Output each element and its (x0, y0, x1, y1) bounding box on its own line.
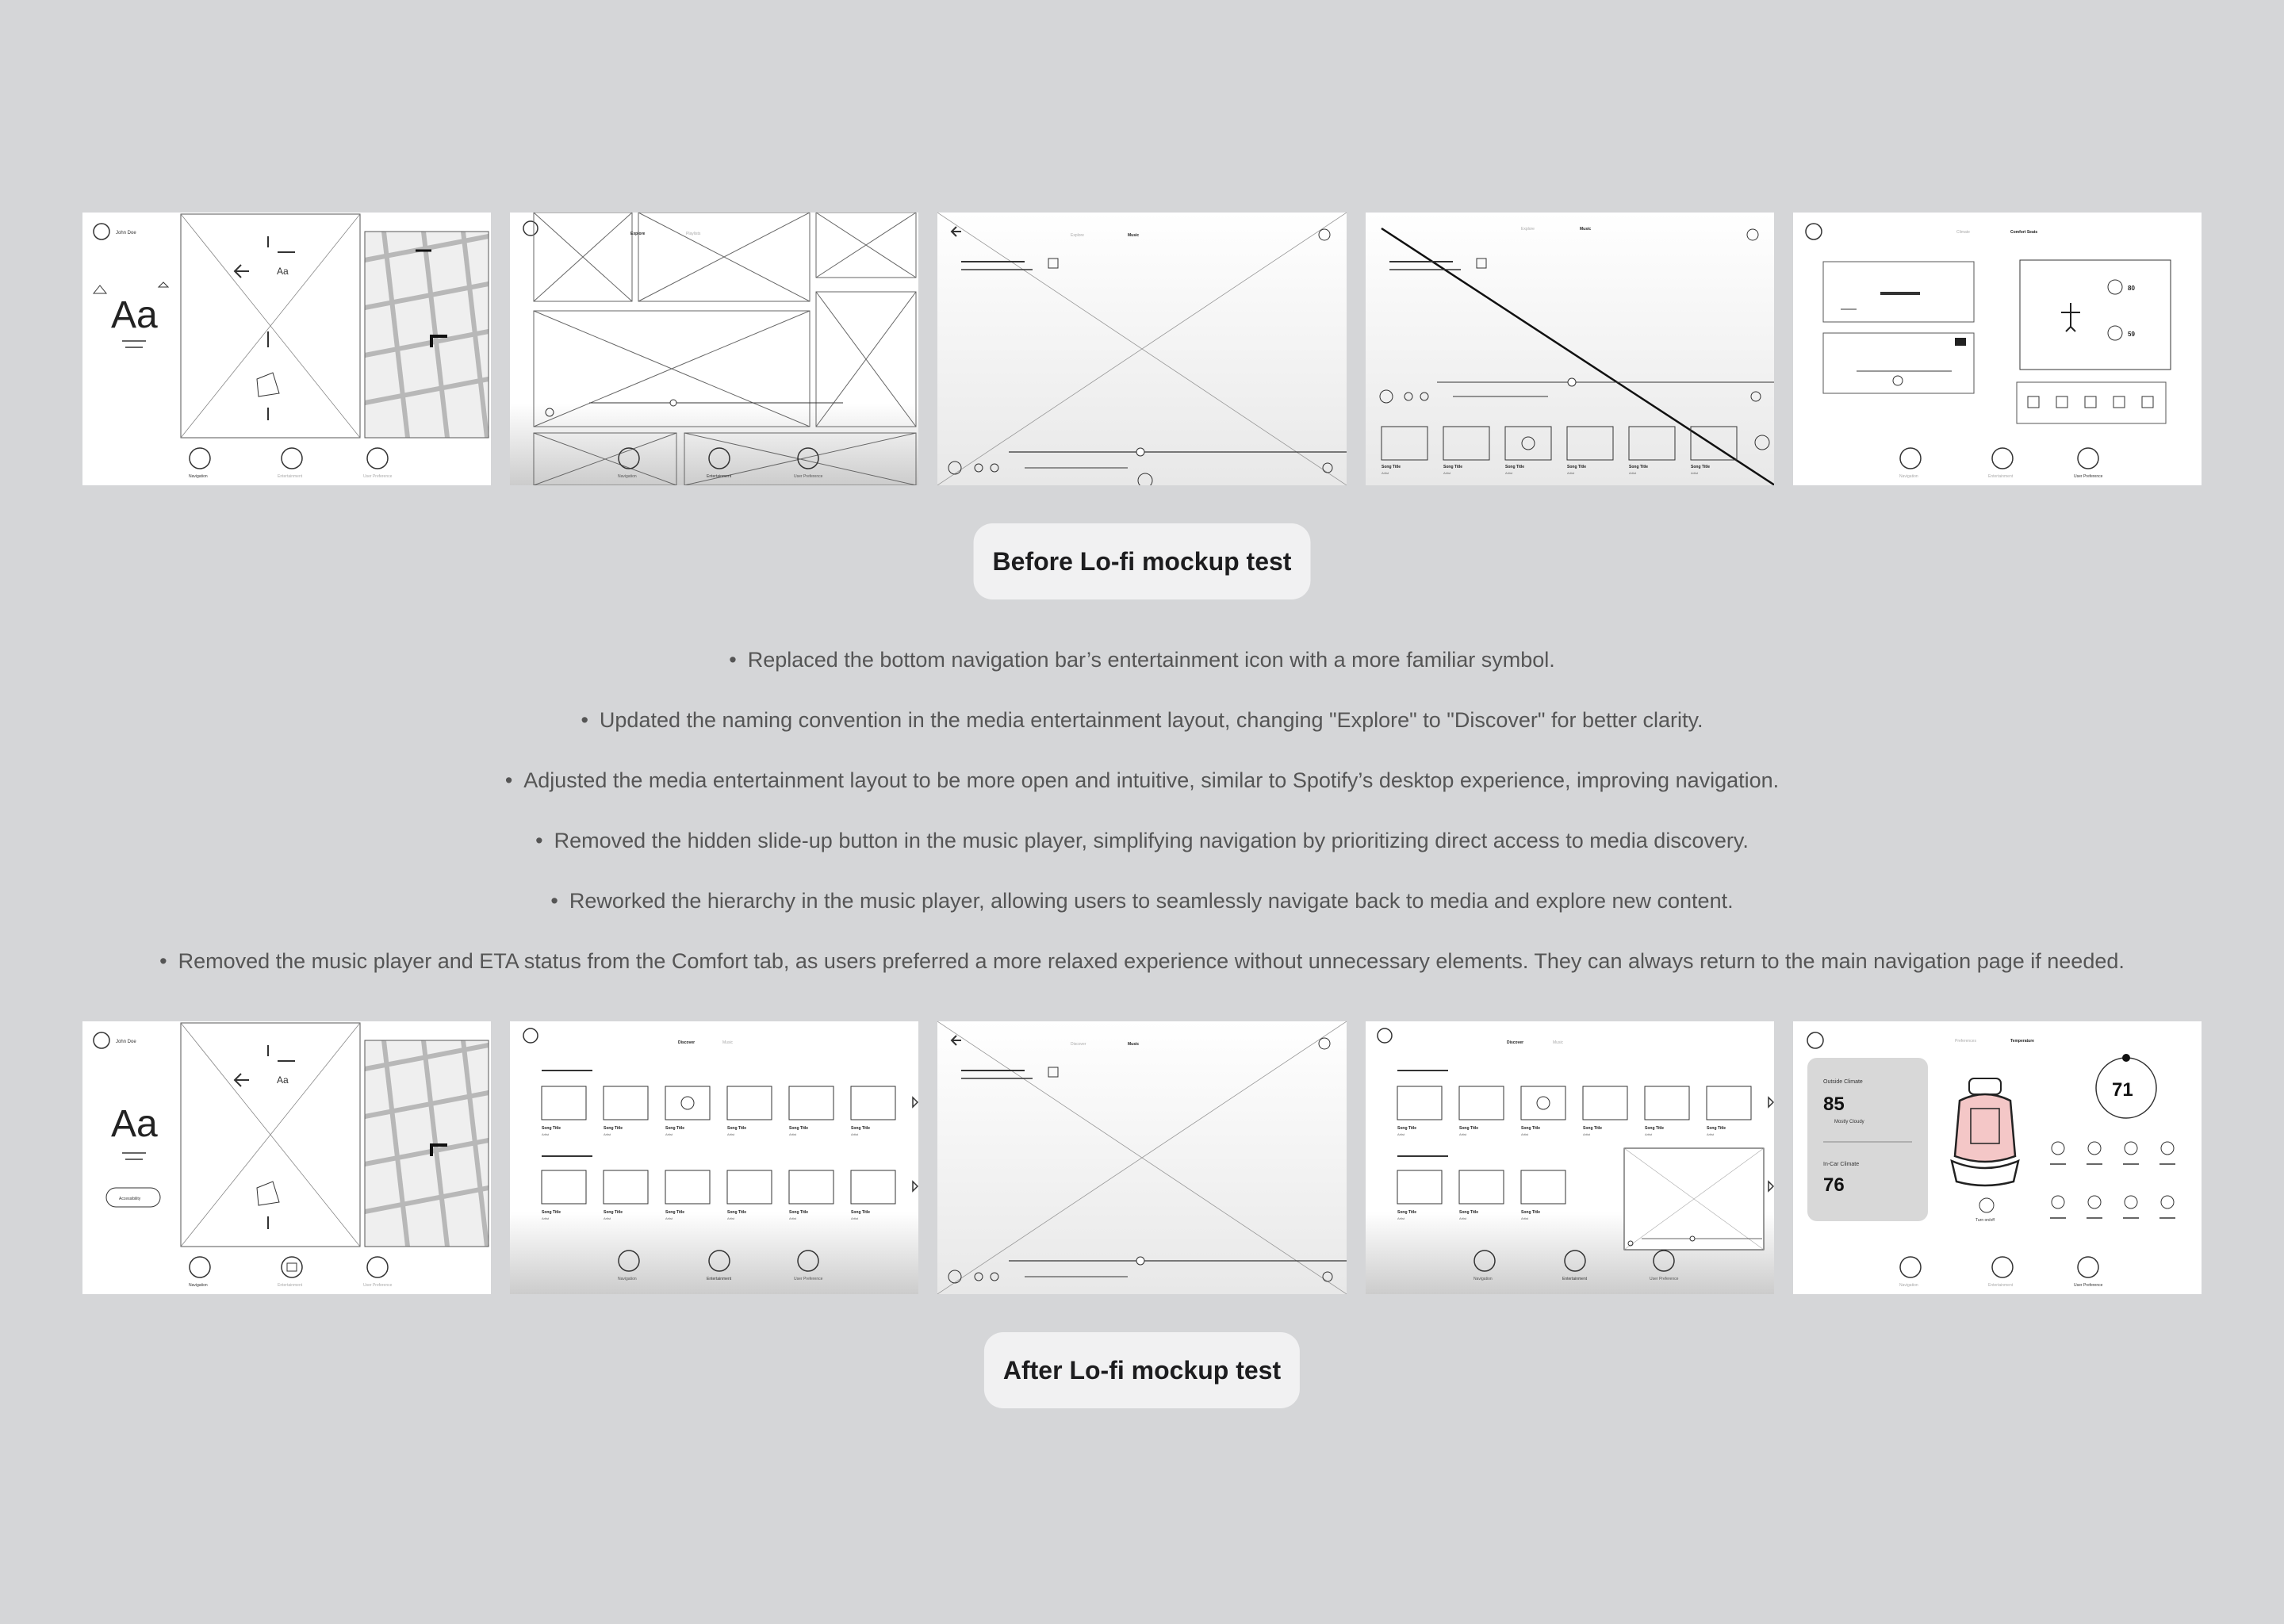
svg-text:Song Title: Song Title (1443, 465, 1462, 469)
navigation-icon (1900, 448, 1921, 469)
svg-text:User Preference: User Preference (2073, 1283, 2103, 1288)
mini-player-overlay[interactable] (1624, 1148, 1764, 1250)
svg-text:Song Title: Song Title (1504, 465, 1524, 469)
mockup-media-after (510, 1021, 918, 1294)
svg-text:Artist: Artist (1458, 1216, 1466, 1220)
svg-text:Song Title: Song Title (1566, 465, 1586, 469)
svg-text:Song Title: Song Title (1582, 1126, 1602, 1131)
svg-text:Discover: Discover (678, 1040, 696, 1045)
before-label: Before Lo-fi mockup test (974, 523, 1311, 599)
svg-text:Accessibility: Accessibility (119, 1197, 141, 1201)
svg-text:Navigation: Navigation (189, 474, 208, 479)
navigation-icon (190, 448, 210, 469)
entertainment-icon (1992, 448, 2013, 469)
svg-text:Artist: Artist (851, 1216, 859, 1220)
svg-text:Entertainment: Entertainment (278, 1283, 303, 1288)
play-icon (1893, 376, 1903, 385)
svg-text:Discover: Discover (1071, 1042, 1086, 1047)
svg-text:User Preference: User Preference (2073, 474, 2103, 479)
svg-text:Entertainment: Entertainment (707, 1277, 732, 1281)
after-mockups-row (82, 1021, 2202, 1294)
mockup-player-before (937, 213, 1346, 485)
entertainment-icon (282, 1257, 302, 1277)
svg-text:Song Title: Song Title (789, 1126, 809, 1131)
svg-text:Song Title: Song Title (1397, 1210, 1416, 1215)
svg-text:Song Title: Song Title (604, 1210, 623, 1215)
svg-text:Artist: Artist (1582, 1132, 1590, 1136)
svg-text:Comfort Seats: Comfort Seats (2010, 230, 2037, 235)
change-notes-list (0, 634, 2284, 996)
mockup-navigation-before (82, 213, 491, 485)
svg-text:Climate: Climate (1956, 230, 1970, 235)
svg-text:Temperature: Temperature (2010, 1039, 2034, 1044)
svg-text:Navigation: Navigation (1899, 1283, 1918, 1288)
after-label: After Lo-fi mockup test (984, 1332, 1300, 1408)
svg-text:Navigation: Navigation (618, 474, 637, 479)
svg-text:Navigation: Navigation (1473, 1277, 1493, 1281)
list-item: • Updated the naming convention in the media entertainment layout, changing "Explore" to "Discover" for better clarity. (581, 708, 1703, 732)
svg-text:Explore: Explore (1520, 227, 1535, 232)
svg-text:59: 59 (2127, 331, 2135, 338)
svg-text:Explore: Explore (1071, 233, 1085, 238)
svg-text:71: 71 (2111, 1079, 2133, 1101)
mockup-media-before (510, 213, 918, 485)
svg-text:Music: Music (1579, 227, 1591, 232)
svg-text:User Preference: User Preference (794, 474, 823, 479)
list-item: • Reworked the hierarchy in the music player, allowing users to seamlessly navigate back to media and explore new content. (550, 889, 1734, 913)
svg-text:Song Title: Song Title (1644, 1126, 1664, 1131)
svg-text:Song Title: Song Title (1520, 1210, 1540, 1215)
mockup-player-shelf-before (1366, 213, 1774, 485)
svg-text:Artist: Artist (1706, 1132, 1714, 1136)
svg-text:Aa: Aa (277, 1074, 289, 1086)
navigation-wireframe (82, 1021, 491, 1294)
svg-text:User Preference: User Preference (363, 474, 393, 479)
navigation-icon (1900, 1257, 1921, 1277)
svg-text:Song Title: Song Title (851, 1126, 871, 1131)
svg-text:Artist: Artist (604, 1132, 611, 1136)
navigation-icon (190, 1257, 210, 1277)
font-sample: Aa (111, 294, 158, 336)
svg-text:Outside Climate: Outside Climate (1822, 1079, 1863, 1085)
svg-text:Entertainment: Entertainment (1987, 1283, 2013, 1288)
svg-text:Artist: Artist (1443, 471, 1450, 475)
arrow-left-icon (235, 1074, 249, 1086)
svg-text:Artist: Artist (1566, 471, 1574, 475)
mockup-comfort-before (1793, 213, 2202, 485)
svg-text:Artist: Artist (1628, 471, 1636, 475)
user-preference-icon (2078, 448, 2098, 469)
mockup-comfort-after (1793, 1021, 2202, 1294)
svg-text:Artist: Artist (727, 1132, 735, 1136)
svg-text:User Preference: User Preference (1649, 1277, 1679, 1281)
svg-text:Artist: Artist (1690, 471, 1698, 475)
svg-text:User Preference: User Preference (363, 1283, 393, 1288)
svg-text:Music: Music (722, 1040, 734, 1045)
svg-text:Explore: Explore (630, 232, 646, 236)
user-preference-icon (367, 1257, 388, 1277)
car-seat-icon (1952, 1078, 2018, 1185)
list-item: • Removed the music player and ETA status from the Comfort tab, as users preferred a more relaxed experience without unnecessary elements. They can always return to the main navigation page if needed. (159, 949, 2125, 973)
svg-text:Artist: Artist (1520, 1216, 1528, 1220)
svg-text:Song Title: Song Title (604, 1126, 623, 1131)
before-mockups-row (82, 213, 2202, 485)
svg-text:Artist: Artist (542, 1132, 550, 1136)
svg-text:Mostly Cloudy: Mostly Cloudy (1834, 1120, 1864, 1124)
font-sample: Aa (111, 1103, 158, 1145)
avatar-icon (1806, 224, 1822, 239)
svg-text:Song Title: Song Title (1458, 1210, 1478, 1215)
svg-text:Navigation: Navigation (1899, 474, 1918, 479)
svg-text:User Preference: User Preference (794, 1277, 823, 1281)
user-name: John Doe (116, 231, 136, 236)
svg-text:John Doe: John Doe (116, 1040, 136, 1044)
svg-text:Song Title: Song Title (851, 1210, 871, 1215)
user-preference-icon (2078, 1257, 2098, 1277)
svg-text:Song Title: Song Title (1458, 1126, 1478, 1131)
music-shelf-wireframe (1366, 213, 1774, 485)
arrow-left-icon (235, 265, 249, 278)
svg-text:Discover: Discover (1506, 1040, 1523, 1045)
svg-text:Song Title: Song Title (1706, 1126, 1726, 1131)
svg-text:Artist: Artist (1381, 471, 1389, 475)
svg-text:Turn on/off: Turn on/off (1975, 1218, 1995, 1223)
svg-text:Artist: Artist (789, 1216, 797, 1220)
svg-text:Song Title: Song Title (542, 1210, 561, 1215)
arrow-up-icon (2108, 280, 2122, 294)
svg-text:Artist: Artist (1397, 1216, 1405, 1220)
list-item: • Adjusted the media entertainment layout to be more open and intuitive, similar to Spotify’s desktop experience, improving navigation. (504, 768, 1780, 792)
mockup-navigation-after (82, 1021, 491, 1294)
svg-text:Artist: Artist (727, 1216, 735, 1220)
svg-text:Artist: Artist (1520, 1132, 1528, 1136)
svg-text:Song Title: Song Title (665, 1126, 685, 1131)
svg-text:Artist: Artist (665, 1132, 673, 1136)
svg-text:Artist: Artist (789, 1132, 797, 1136)
avatar-icon (94, 224, 109, 239)
svg-text:Song Title: Song Title (542, 1126, 561, 1131)
list-item: • Replaced the bottom navigation bar’s entertainment icon with a more familiar symbol. (729, 648, 1555, 672)
svg-text:Music: Music (1552, 1040, 1563, 1045)
svg-text:Entertainment: Entertainment (707, 474, 732, 479)
svg-text:Song Title: Song Title (727, 1210, 747, 1215)
temperature-wireframe (1793, 1021, 2202, 1294)
svg-text:80: 80 (2127, 285, 2135, 292)
svg-text:Artist: Artist (851, 1132, 859, 1136)
list-item: • Removed the hidden slide-up button in the music player, simplifying navigation by prioritizing direct access to media discovery. (535, 829, 1749, 852)
media-explore-wireframe (510, 213, 918, 485)
arrow-down-icon (2108, 326, 2122, 340)
svg-text:Song Title: Song Title (789, 1210, 809, 1215)
svg-text:Song Title: Song Title (1690, 465, 1710, 469)
user-preference-icon (367, 448, 388, 469)
svg-text:Artist: Artist (1644, 1132, 1652, 1136)
svg-text:85: 85 (1822, 1094, 1845, 1115)
svg-text:Music: Music (1128, 233, 1140, 238)
music-player-wireframe (937, 213, 1346, 485)
svg-text:Music: Music (1128, 1042, 1140, 1047)
avatar-icon (94, 1032, 109, 1048)
comfort-wireframe (1793, 213, 2202, 485)
navigation-wireframe (82, 213, 491, 485)
entertainment-icon (282, 448, 302, 469)
svg-text:Song Title: Song Title (727, 1126, 747, 1131)
mockup-player-after (937, 1021, 1346, 1294)
svg-text:Song Title: Song Title (1628, 465, 1648, 469)
svg-text:Song Title: Song Title (1381, 465, 1401, 469)
svg-text:Artist: Artist (604, 1216, 611, 1220)
music-player-wireframe (937, 1021, 1346, 1294)
svg-text:Artist: Artist (542, 1216, 550, 1220)
accessibility-person-icon (2061, 303, 2080, 331)
svg-text:Entertainment: Entertainment (1987, 474, 2013, 479)
svg-text:Playlists: Playlists (686, 232, 701, 236)
svg-text:Navigation: Navigation (189, 1283, 208, 1288)
svg-text:Entertainment: Entertainment (278, 474, 303, 479)
power-icon[interactable] (1979, 1198, 1994, 1212)
svg-text:76: 76 (1822, 1174, 1845, 1196)
svg-text:Artist: Artist (1458, 1132, 1466, 1136)
svg-text:Entertainment: Entertainment (1562, 1277, 1587, 1281)
svg-text:Aa: Aa (277, 266, 289, 277)
svg-text:Navigation: Navigation (618, 1277, 637, 1281)
svg-text:Artist: Artist (1397, 1132, 1405, 1136)
svg-text:Song Title: Song Title (1520, 1126, 1540, 1131)
svg-text:Artist: Artist (1504, 471, 1512, 475)
svg-text:Preferences: Preferences (1954, 1039, 1976, 1044)
mockup-discover-miniplayer-after (1366, 1021, 1774, 1294)
discover-grid-wireframe (510, 1021, 918, 1294)
svg-text:In-Car Climate: In-Car Climate (1822, 1162, 1859, 1167)
entertainment-icon (1992, 1257, 2013, 1277)
discover-miniplayer-wireframe (1366, 1021, 1774, 1294)
svg-text:Artist: Artist (665, 1216, 673, 1220)
accessibility-icon (94, 282, 168, 293)
avatar-icon (1807, 1032, 1823, 1048)
svg-text:Song Title: Song Title (665, 1210, 685, 1215)
svg-text:Song Title: Song Title (1397, 1126, 1416, 1131)
